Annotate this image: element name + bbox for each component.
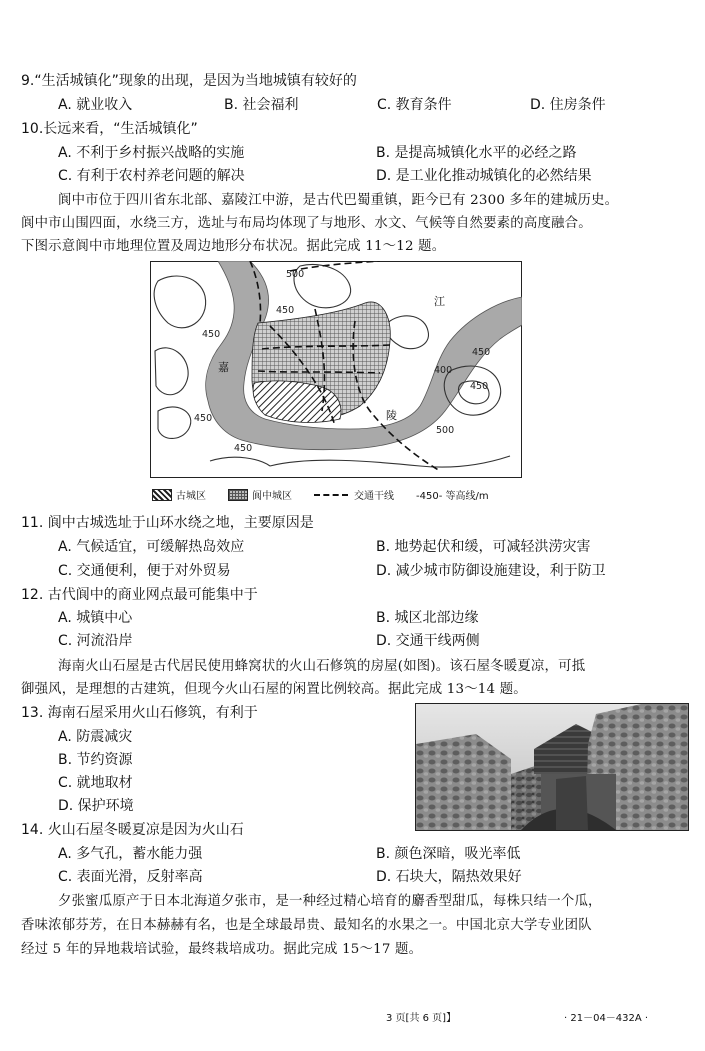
q14-stem: 14. 火山石屋冬暖夏凉是因为火山石 <box>21 822 244 838</box>
q9-option-d: D. 住房条件 <box>530 97 606 113</box>
page-number: 3 页[共 6 页]】 <box>386 1013 457 1024</box>
legend-transport: 交通干线 <box>354 491 394 502</box>
river-label-jia: 嘉 <box>218 361 229 374</box>
contour-label: 450 <box>276 305 295 316</box>
photo-svg <box>416 704 688 830</box>
q14-option-b: B. 颜色深暗，吸光率低 <box>376 846 521 862</box>
legend-contour: -450- 等高线/m <box>416 491 489 502</box>
q11-option-b: B. 地势起伏和缓，可减轻洪涝灾害 <box>376 539 591 555</box>
q10-option-d: D. 是工业化推动城镇化的必然结果 <box>376 168 592 184</box>
passage3-line: 夕张蜜瓜原产于日本北海道夕张市，是一种经过精心培育的麝香型甜瓜，每株只结一个瓜， <box>58 894 602 909</box>
q11-option-a: A. 气候适宜，可缓解热岛效应 <box>58 539 245 555</box>
map-svg <box>150 261 522 478</box>
contour-label: 450 <box>472 347 491 358</box>
q12-stem: 12. 古代阆中的商业网点最可能集中于 <box>21 587 258 603</box>
q10-stem: 10.长远来看，“生活城镇化” <box>21 121 198 137</box>
q10-option-b: B. 是提高城镇化水平的必经之路 <box>376 145 577 161</box>
legend-swatch-old-town <box>152 489 172 501</box>
q10-option-a: A. 不利于乡村振兴战略的实施 <box>58 145 245 161</box>
q11-stem: 11. 阆中古城选址于山环水绕之地，主要原因是 <box>21 515 314 531</box>
volcanic-stone-house-photo <box>415 703 689 831</box>
q14-option-d: D. 石块大，隔热效果好 <box>376 869 522 885</box>
q9-option-c: C. 教育条件 <box>377 97 452 113</box>
contour-label: 450 <box>234 443 253 454</box>
legend-old-town: 古城区 <box>176 491 206 502</box>
contour-label: 450 <box>202 329 221 340</box>
contour-label: 400 <box>434 365 453 376</box>
contour-label: 450 <box>194 413 213 424</box>
q13-option-a: A. 防震减灾 <box>58 729 133 745</box>
q12-option-d: D. 交通干线两侧 <box>376 633 480 649</box>
legend-urban: 阆中城区 <box>252 491 292 502</box>
q11-option-d: D. 减少城市防御设施建设，利于防卫 <box>376 563 606 579</box>
passage1-line: 阆中市山围四面，水绕三方，选址与布局均体现了与地形、水文、气候等自然要素的高度融合。 <box>21 216 592 231</box>
passage2-line: 御强风，是理想的古建筑，但现今火山石屋的闲置比例较高。据此完成 13～14 题。 <box>21 682 527 697</box>
passage2-line: 海南火山石屋是古代居民使用蜂窝状的火山石修筑的房屋(如图)。该石屋冬暖夏凉，可抵 <box>58 659 586 674</box>
passage1-line: 下图示意阆中市地理位置及周边地形分布状况。据此完成 11～12 题。 <box>21 239 446 254</box>
contour-label: 450 <box>470 381 489 392</box>
langzhong-map <box>150 261 522 478</box>
q10-option-c: C. 有利于农村养老问题的解决 <box>58 168 245 184</box>
q12-option-c: C. 河流沿岸 <box>58 633 133 649</box>
q14-option-c: C. 表面光滑，反射率高 <box>58 869 203 885</box>
q11-option-c: C. 交通便利，便于对外贸易 <box>58 563 231 579</box>
passage1-line: 阆中市位于四川省东北部、嘉陵江中游，是古代巴蜀重镇，距今已有 2300 多年的建城历史。 <box>58 193 619 208</box>
q9-option-a: A. 就业收入 <box>58 97 133 113</box>
contour-label: 500 <box>286 269 305 280</box>
passage3-line: 经过 5 年的异地栽培试验，最终栽培成功。据此完成 15～17 题。 <box>21 942 423 957</box>
q13-option-c: C. 就地取材 <box>58 775 133 791</box>
q12-option-b: B. 城区北部边缘 <box>376 610 479 626</box>
q13-option-d: D. 保护环境 <box>58 798 134 814</box>
q13-option-b: B. 节约资源 <box>58 752 133 768</box>
map-legend <box>152 487 489 502</box>
passage3-line: 香味浓郁芬芳，在日本赫赫有名，也是全球最昂贵、最知名的水果之一。中国北京大学专业团队 <box>21 918 592 933</box>
q12-option-a: A. 城镇中心 <box>58 610 133 626</box>
q13-stem: 13. 海南石屋采用火山石修筑，有利于 <box>21 705 258 721</box>
q9-option-b: B. 社会福利 <box>224 97 299 113</box>
q14-option-a: A. 多气孔，蓄水能力强 <box>58 846 203 862</box>
legend-swatch-transport <box>314 494 348 496</box>
q9-stem: 9.“生活城镇化”现象的出现，是因为当地城镇有较好的 <box>21 73 357 89</box>
river-label-ling: 陵 <box>386 409 397 422</box>
contour-label: 500 <box>436 425 455 436</box>
exam-code: · 21－04－432A · <box>564 1013 649 1024</box>
legend-swatch-urban <box>228 489 248 501</box>
river-label-jiang: 江 <box>434 295 445 308</box>
